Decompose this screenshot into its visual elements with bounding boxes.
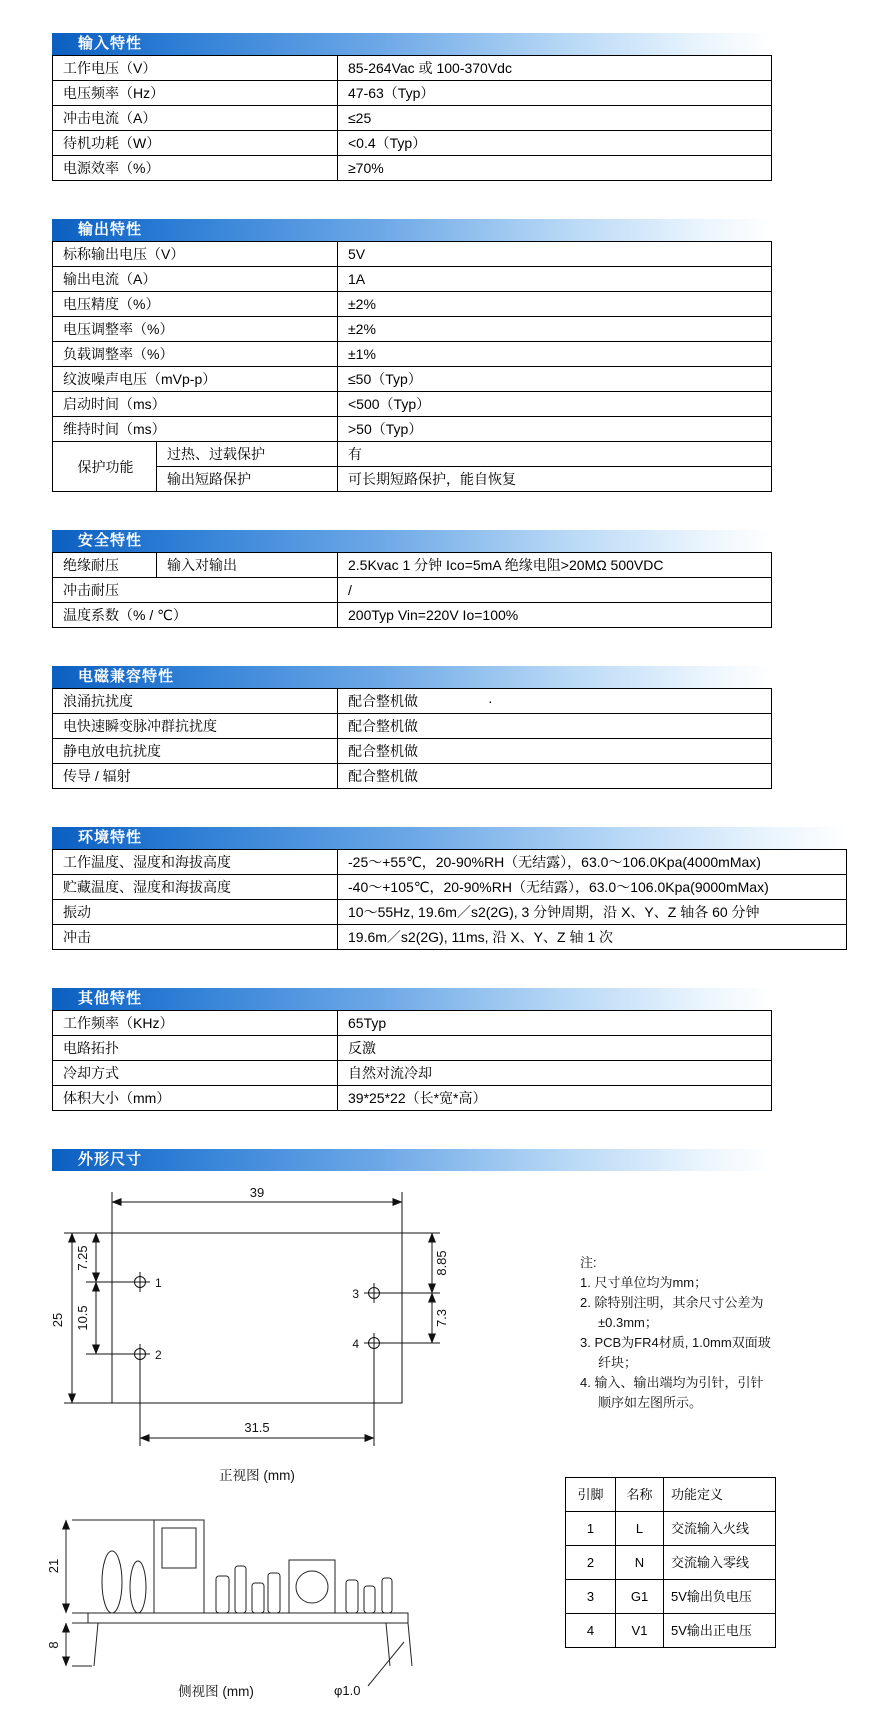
- pin-function: 5V输出正电压: [664, 1614, 776, 1648]
- stray-dot: ·: [488, 693, 493, 709]
- table-row: [53, 317, 772, 342]
- spec-value: 2.5Kvac 1 分钟 Ico=5mA 绝缘电阻>20MΩ 500VDC: [338, 553, 772, 578]
- dim-label-right-mid: 7.3: [434, 1308, 449, 1328]
- front-view-drawing: [40, 1178, 480, 1498]
- spec-value: 65Typ: [338, 1011, 772, 1036]
- name-col-header: 名称: [616, 1478, 664, 1512]
- table-row: [53, 81, 772, 106]
- pin-symbol-1: [130, 1272, 150, 1292]
- section-title: 电磁兼容特性: [78, 668, 175, 685]
- spec-value: 配合整机做: [338, 714, 772, 739]
- pin-function: 交流输入火线: [664, 1512, 776, 1546]
- section-emc: [52, 666, 893, 789]
- note-item: 2. 除特别注明，其余尺寸公差为±0.3mm；: [580, 1295, 764, 1330]
- table-row: [53, 1061, 772, 1086]
- environment-table: [52, 849, 847, 950]
- dimension-notes: [580, 1253, 775, 1413]
- spec-sublabel: 过热、过载保护: [157, 442, 338, 467]
- small-component: [252, 1583, 264, 1613]
- table-row: [53, 739, 772, 764]
- table-row: [53, 267, 772, 292]
- spec-value: ±2%: [338, 292, 772, 317]
- spec-value: 配合整机做: [338, 764, 772, 789]
- capacitor-component: [102, 1551, 122, 1613]
- table-row: [53, 1011, 772, 1036]
- note-item: 3. PCB为FR4材质, 1.0mm双面玻纤块；: [580, 1335, 771, 1370]
- spec-label: 纹波噪声电压（mVp-p）: [53, 367, 338, 392]
- side-view-caption: 侧视图 (mm): [178, 1684, 254, 1699]
- note-item: 1. 尺寸单位均为mm；: [580, 1275, 708, 1290]
- protection-group-label: 保护功能: [53, 442, 157, 492]
- side-view-lines: [66, 1520, 412, 1686]
- section-output: [52, 219, 893, 492]
- table-row: [53, 292, 772, 317]
- pin-function: 5V输出负电压: [664, 1580, 776, 1614]
- spec-value: 反激: [338, 1036, 772, 1061]
- spec-label: 冲击耐压: [53, 578, 338, 603]
- table-row: [53, 578, 772, 603]
- table-row: [53, 467, 772, 492]
- pin-label-2: 2: [155, 1348, 162, 1362]
- spec-label: 启动时间（ms）: [53, 392, 338, 417]
- front-view-caption: 正视图 (mm): [219, 1468, 295, 1483]
- pin-diameter-leader: [368, 1642, 404, 1686]
- section-other: [52, 988, 893, 1111]
- small-component: [364, 1586, 375, 1613]
- spec-label: 标称输出电压（V）: [53, 242, 338, 267]
- spec-label: 电压调整率（%）: [53, 317, 338, 342]
- table-row: [53, 553, 772, 578]
- spec-value: 可长期短路保护，能自恢复: [338, 467, 772, 492]
- spec-value: ±1%: [338, 342, 772, 367]
- section-header-other: [52, 988, 772, 1010]
- spec-value: 有: [338, 442, 772, 467]
- table-row: [53, 1036, 772, 1061]
- spec-label: 贮藏温度、湿度和海拔高度: [53, 875, 338, 900]
- table-row: [53, 367, 772, 392]
- pin-name: V1: [616, 1614, 664, 1648]
- spec-label: 电快速瞬变脉冲群抗扰度: [53, 714, 338, 739]
- spec-value: 自然对流冷却: [338, 1061, 772, 1086]
- spec-label: 传导 / 辐射: [53, 764, 338, 789]
- spec-value: >50（Typ）: [338, 417, 772, 442]
- section-title: 外形尺寸: [78, 1151, 143, 1168]
- table-row: [53, 106, 772, 131]
- table-row: [53, 900, 847, 925]
- section-title: 输出特性: [78, 221, 143, 238]
- spec-sublabel: 输出短路保护: [157, 467, 338, 492]
- pin-symbol-3: [364, 1283, 384, 1303]
- spec-label: 浪涌抗扰度: [53, 689, 338, 714]
- pin-number: 1: [566, 1512, 616, 1546]
- spec-label: 冲击: [53, 925, 338, 950]
- spec-label: 工作温度、湿度和海拔高度: [53, 850, 338, 875]
- table-row: [53, 714, 772, 739]
- spec-label: 温度系数（% / ℃）: [53, 603, 338, 628]
- spec-value: 19.6m／s2(2G), 11ms, 沿 X、Y、Z 轴 1 次: [338, 925, 847, 950]
- pin-symbol-2: [130, 1344, 150, 1364]
- pcb-board: [88, 1613, 408, 1623]
- pin-function: 交流输入零线: [664, 1546, 776, 1580]
- section-title: 安全特性: [78, 532, 143, 549]
- module-outline: [112, 1233, 402, 1403]
- transformer-core: [162, 1528, 196, 1568]
- dim-label-left-top: 7.25: [75, 1245, 90, 1271]
- spec-label: 体积大小（mm）: [53, 1086, 338, 1111]
- section-environment: [52, 827, 893, 950]
- safety-table: [52, 552, 772, 628]
- section-input: [52, 33, 893, 181]
- note-item: 4. 输入、输出端均为引针，引针顺序如左图所示。: [580, 1375, 764, 1410]
- spec-value: 10～55Hz, 19.6m／s2(2G), 3 分钟周期，沿 X、Y、Z 轴各 60 分钟: [338, 900, 847, 925]
- spec-value: -25～+55℃，20-90%RH（无结露），63.0～106.0Kpa(4000mMax): [338, 850, 847, 875]
- side-view-drawing: [46, 1498, 446, 1703]
- section-header-environment: [52, 827, 847, 849]
- section-header-output: [52, 219, 772, 241]
- table-row: [566, 1580, 776, 1614]
- table-row: [53, 603, 772, 628]
- spec-label: 负载调整率（%）: [53, 342, 338, 367]
- pin-name: N: [616, 1546, 664, 1580]
- spec-value: 47-63（Typ）: [338, 81, 772, 106]
- table-row: [566, 1614, 776, 1648]
- section-title: 输入特性: [78, 35, 143, 52]
- section-header-input: [52, 33, 772, 55]
- spec-value: ≤25: [338, 106, 772, 131]
- section-header-outline: [52, 1149, 772, 1171]
- table-row: [566, 1512, 776, 1546]
- dim-label-top-width: 39: [249, 1185, 265, 1200]
- spec-label: 静电放电抗扰度: [53, 739, 338, 764]
- other-table: [52, 1010, 772, 1111]
- func-col-header: 功能定义: [664, 1478, 776, 1512]
- table-row: [53, 242, 772, 267]
- spec-label: 绝缘耐压: [53, 553, 157, 578]
- spec-value-text: 配合整机做: [348, 693, 418, 709]
- spec-value: 85-264Vac 或 100-370Vdc: [338, 56, 772, 81]
- section-outline: [52, 1149, 893, 1171]
- spec-value: 200Typ Vin=220V Io=100%: [338, 603, 772, 628]
- spec-label: 电源效率（%）: [53, 156, 338, 181]
- spec-label: 冲击电流（A）: [53, 106, 338, 131]
- front-view-lines: [64, 1192, 440, 1446]
- inductor-coil: [296, 1571, 328, 1603]
- small-component: [346, 1580, 358, 1613]
- spec-label: 工作电压（V）: [53, 56, 338, 81]
- spec-value: ±2%: [338, 317, 772, 342]
- table-row: [53, 875, 847, 900]
- table-row: [53, 1086, 772, 1111]
- spec-label: 工作频率（KHz）: [53, 1011, 338, 1036]
- small-component: [216, 1576, 229, 1613]
- dim-label-left-mid: 10.5: [75, 1305, 90, 1331]
- table-row: [566, 1478, 776, 1512]
- table-row: [53, 56, 772, 81]
- spec-value: ≥70%: [338, 156, 772, 181]
- dim-label-component-height: 21: [46, 1558, 61, 1574]
- pin-number: 4: [566, 1614, 616, 1648]
- spec-value: 1A: [338, 267, 772, 292]
- pin-name: G1: [616, 1580, 664, 1614]
- spec-value: 5V: [338, 242, 772, 267]
- spec-value: <0.4（Typ）: [338, 131, 772, 156]
- spec-value: 39*25*22（长*宽*高）: [338, 1086, 772, 1111]
- small-component: [235, 1566, 246, 1613]
- spec-value: -40～+105℃，20-90%RH（无结露），63.0～106.0Kpa(9000mMax): [338, 875, 847, 900]
- table-row: [53, 442, 772, 467]
- spec-label: 维持时间（ms）: [53, 417, 338, 442]
- small-component: [268, 1573, 280, 1613]
- spec-label: 电路拓扑: [53, 1036, 338, 1061]
- spec-value: [338, 689, 772, 714]
- dim-extension-left-pins: [86, 1282, 131, 1354]
- spec-value: <500（Typ）: [338, 392, 772, 417]
- table-row: [53, 850, 847, 875]
- spec-label: 冷却方式: [53, 1061, 338, 1086]
- pin-label-1: 1: [155, 1276, 162, 1290]
- pin-diameter-label: φ1.0: [334, 1683, 361, 1698]
- spec-label: 待机功耗（W）: [53, 131, 338, 156]
- small-component: [382, 1578, 392, 1613]
- table-row: [53, 131, 772, 156]
- pin-symbol-4: [364, 1333, 384, 1353]
- dim-label-overall-height: 25: [50, 1312, 65, 1328]
- spec-value: 配合整机做: [338, 739, 772, 764]
- dim-extension-right: [383, 1233, 440, 1343]
- spec-label: 输出电流（A）: [53, 267, 338, 292]
- spec-label: 电压频率（Hz）: [53, 81, 338, 106]
- section-safety: [52, 530, 893, 628]
- spec-value: ≤50（Typ）: [338, 367, 772, 392]
- section-header-emc: [52, 666, 772, 688]
- spec-label: 电压精度（%）: [53, 292, 338, 317]
- pin-name: L: [616, 1512, 664, 1546]
- table-row: [566, 1546, 776, 1580]
- dim-extension-side: [72, 1520, 154, 1666]
- table-row: [53, 764, 772, 789]
- spec-value: /: [338, 578, 772, 603]
- spec-sublabel: 输入对输出: [157, 553, 338, 578]
- table-row: [53, 925, 847, 950]
- dim-label-right-top: 8.85: [434, 1250, 449, 1276]
- pin-number: 2: [566, 1546, 616, 1580]
- pin-leads: [94, 1623, 412, 1666]
- emc-table: [52, 688, 772, 789]
- section-title: 环境特性: [78, 829, 143, 846]
- pin-definition-table: [565, 1477, 776, 1648]
- section-header-safety: [52, 530, 772, 552]
- table-row: [53, 342, 772, 367]
- output-table: [52, 241, 772, 492]
- input-table: [52, 55, 772, 181]
- pin-label-4: 4: [352, 1337, 359, 1351]
- table-row: [53, 417, 772, 442]
- dim-label-bottom-width: 31.5: [244, 1420, 270, 1435]
- dim-label-pin-length: 8: [46, 1641, 61, 1649]
- table-row: [53, 392, 772, 417]
- spec-label: 振动: [53, 900, 338, 925]
- table-row: [53, 156, 772, 181]
- pin-number: 3: [566, 1580, 616, 1614]
- pin-col-header: 引脚: [566, 1478, 616, 1512]
- section-title: 其他特性: [78, 990, 143, 1007]
- pin-label-3: 3: [352, 1287, 359, 1301]
- notes-heading: 注:: [580, 1255, 597, 1270]
- capacitor-component: [130, 1561, 146, 1613]
- table-row: [53, 689, 772, 714]
